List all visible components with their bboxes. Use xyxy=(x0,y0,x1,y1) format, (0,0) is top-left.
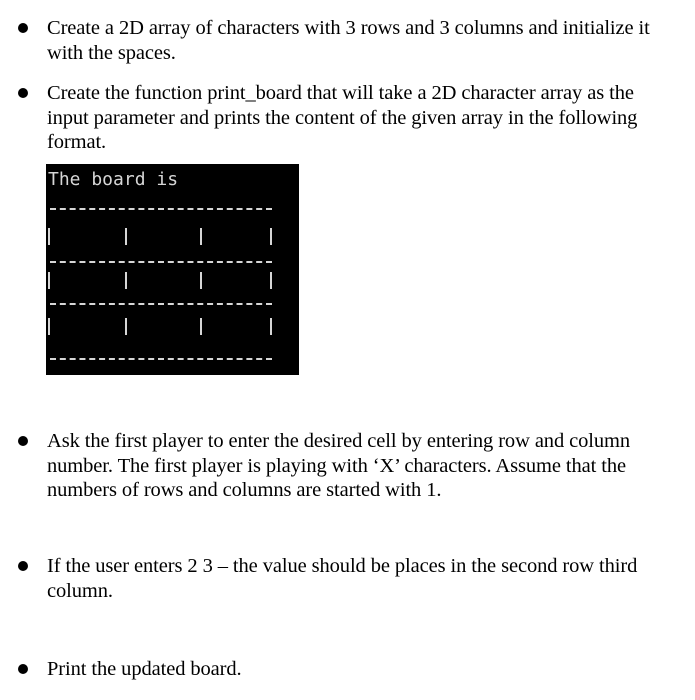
bullet-icon xyxy=(18,561,28,571)
board-cell-divider xyxy=(270,272,272,289)
board-cell-divider xyxy=(125,272,127,289)
board-cell-divider xyxy=(125,318,127,335)
bullet-text-2: Create the function print_board that will take a 2D character array as the input parameter and prints the content of the given array in the following format. xyxy=(47,82,638,153)
board-cell-divider xyxy=(125,228,127,245)
bullet-text-5: Print the updated board. xyxy=(47,658,242,680)
bullet-icon xyxy=(18,88,28,98)
board-cell-divider xyxy=(270,228,272,245)
console-title: The board is xyxy=(48,169,179,190)
board-border-line xyxy=(50,208,272,210)
bullet-icon xyxy=(18,664,28,674)
board-cell-divider xyxy=(48,318,50,335)
board-border-line xyxy=(50,303,272,305)
board-border-line xyxy=(50,261,272,263)
board-cell-divider xyxy=(48,272,50,289)
bullet-icon xyxy=(18,23,28,33)
board-cell-divider xyxy=(200,272,202,289)
bullet-text-4: If the user enters 2 3 – the value should be places in the second row third column. xyxy=(47,555,638,602)
bullet-icon xyxy=(18,436,28,446)
board-cell-divider xyxy=(270,318,272,335)
board-cell-divider xyxy=(200,318,202,335)
bullet-text-3: Ask the first player to enter the desired cell by entering row and column number. The first player is playing with ‘X’ characters. Assume that the numbers of rows and columns are started with 1. xyxy=(47,430,631,501)
board-output-console xyxy=(46,164,299,375)
bullet-text-1: Create a 2D array of characters with 3 rows and 3 columns and initialize it with the spaces. xyxy=(47,17,650,64)
board-cell-divider xyxy=(48,228,50,245)
board-border-line xyxy=(50,358,272,360)
board-cell-divider xyxy=(200,228,202,245)
